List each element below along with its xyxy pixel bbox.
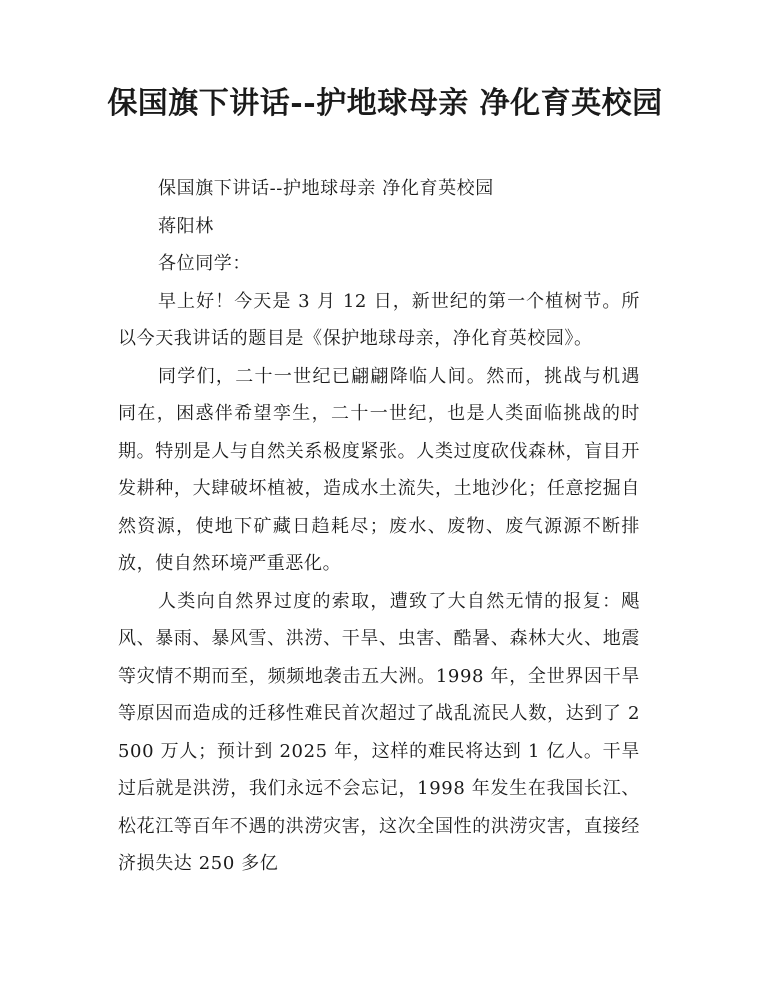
paragraph-author: 蒋阳林 xyxy=(158,215,214,237)
paragraph-subtitle: 保国旗下讲话--护地球母亲 净化育英校园 xyxy=(158,178,494,199)
document-title: 保国旗下讲话--护地球母亲 净化育英校园 xyxy=(107,86,663,121)
paragraph-intro: 早上好！今天是 3 月 12 日，新世纪的第一个植树节。所以今天我讲话的题目是《保护地球母亲，净化育英校园》。 xyxy=(118,290,640,349)
paragraph-greeting: 各位同学： xyxy=(158,253,251,274)
paragraph-challenge: 同学们，二十一世纪已翩翩降临人间。然而，挑战与机遇同在，困惑伴希望孪生，二十一世纪，也是人类面临挑战的时期。特别是人与自然关系极度紧张。人类过度砍伐森林，盲目开发耕种，大肆破坏植被，造成水土流失，土地沙化；任意挖掘自然资源，使地下矿藏日趋耗尽；废水、废物、废气源源不断排放，使自然环境严重恶化。 xyxy=(118,365,640,574)
paragraph-disasters: 人类向自然界过度的索取，遭致了大自然无情的报复：飓风、暴雨、暴风雪、洪涝、干旱、虫害、酷暑、森林大火、地震等灾情不期而至，频频地袭击五大洲。1998 年，全世界因干旱等原因而造成的迁移性难民首次超过了战乱流民人数，达到了 2500 万人；预计到 2025 年，这样的难民将达到 1 亿人。干旱过后就是洪涝，我们永远不会忘记，1998 年发生在我国长江、松花江等百年不遇的洪涝灾害，这次全国性的洪涝灾害，直接经济损失达 250 多亿 xyxy=(118,590,640,874)
document-body xyxy=(118,170,640,883)
